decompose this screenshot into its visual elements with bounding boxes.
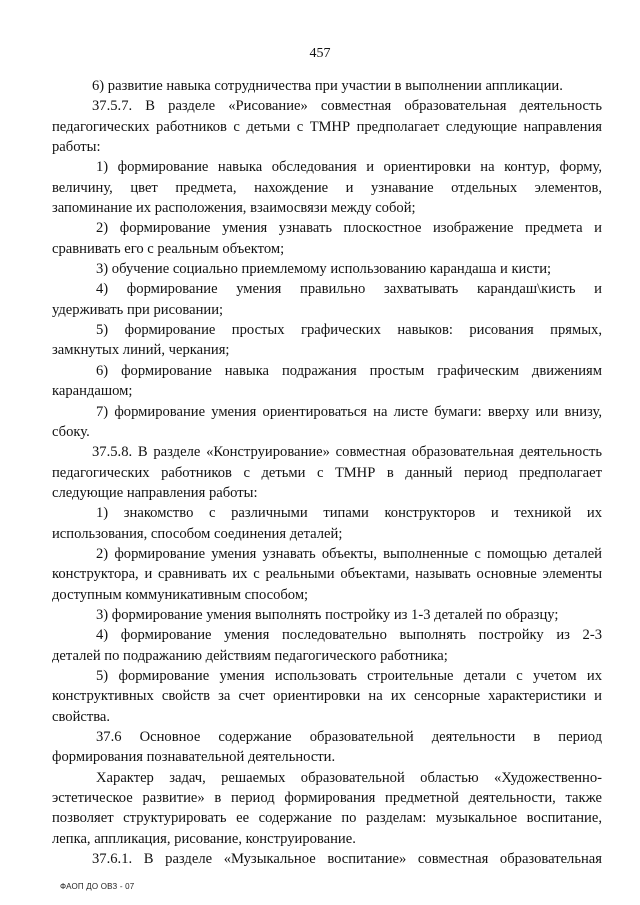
text-line: 37.5.7. В разделе «Рисование» совместная образовательная деятельность: [92, 98, 602, 115]
text-line: следующие направления работы:: [52, 484, 258, 501]
text-line: 4) формирование умения последовательно выполнять постройку из 2-3: [96, 627, 602, 644]
text-line: 3) обучение социально приемлемому использованию карандаша и кисти;: [96, 261, 552, 278]
text-line: 3) формирование умения выполнять постройку из 1-3 деталей по образцу;: [96, 606, 559, 623]
text-line: позволяет структурировать ее содержание по разделам: музыкальное воспитание,: [52, 810, 602, 827]
text-line: 37.6.1. В разделе «Музыкальное воспитание» совместная образовательная: [92, 851, 602, 868]
body-text: [52, 76, 602, 869]
text-line: 1) формирование навыка обследования и ориентировки на контур, форму,: [96, 159, 602, 176]
text-line: 5) формирование умения использовать строительные детали с учетом их: [96, 667, 602, 684]
text-line: 4) формирование умения правильно захватывать карандаш\кисть и: [96, 281, 602, 298]
text-line: лепка, аппликация, рисование, конструирование.: [52, 830, 356, 847]
text-line: свойства.: [52, 708, 111, 725]
text-line: карандашом;: [52, 383, 133, 400]
text-line: величину, цвет предмета, нахождение и узнавание отдельных элементов,: [52, 179, 602, 196]
text-line: 37.6 Основное содержание образовательной деятельности в период: [96, 729, 602, 745]
text-line: педагогических работников с детьми с ТМНР в данный период предполагает: [52, 464, 602, 481]
text-line: конструктора, и сравнивать их с реальными объектами, называть основные элементы: [52, 566, 602, 583]
text-line: эстетическое развитие» в период формирования предметной деятельности, также: [52, 790, 602, 807]
text-line: 7) формирование умения ориентироваться на листе бумаги: вверху или внизу,: [96, 403, 602, 420]
text-line: использования, способом соединения деталей;: [52, 525, 343, 542]
text-line: 6) развитие навыка сотрудничества при участии в выполнении аппликации.: [92, 78, 563, 94]
page-number: 457: [309, 46, 331, 61]
text-line: сбоку.: [52, 423, 90, 440]
text-line: замкнутых линий, черкания;: [52, 342, 230, 359]
text-line: 2) формирование умения узнавать плоскостное изображение предмета и: [96, 220, 602, 237]
text-line: деталей по подражанию действиям педагогического работника;: [52, 647, 448, 664]
footer-code: ФАОП ДО ОВЗ - 07: [60, 882, 135, 891]
text-line: 37.5.8. В разделе «Конструирование» совместная образовательная деятельность: [92, 444, 602, 461]
text-line: конструктивных свойств за счет ориентировки на их сенсорные характеристики и: [52, 688, 602, 705]
text-line: педагогических работников с детьми с ТМНР предполагает следующие направления: [52, 118, 602, 135]
text-line: 6) формирование навыка подражания простым графическим движениям: [96, 362, 602, 379]
text-line: работы:: [52, 139, 101, 156]
text-line: 5) формирование простых графических навыков: рисования прямых,: [96, 322, 602, 339]
text-line: 2) формирование умения узнавать объекты, выполненные с помощью деталей: [96, 545, 602, 562]
text-line: сравнивать его с реальным объектом;: [52, 240, 285, 257]
text-line: доступным коммуникативным способом;: [52, 586, 309, 603]
text-line: запоминание их расположения, взаимосвязи между собой;: [52, 200, 416, 217]
text-line: удерживать при рисовании;: [52, 301, 224, 318]
text-line: формирования познавательной деятельности.: [52, 749, 336, 766]
text-line: 1) знакомство с различными типами конструкторов и техникой их: [96, 505, 602, 522]
text-line: Характер задач, решаемых образовательной областью «Художественно-: [96, 769, 602, 786]
